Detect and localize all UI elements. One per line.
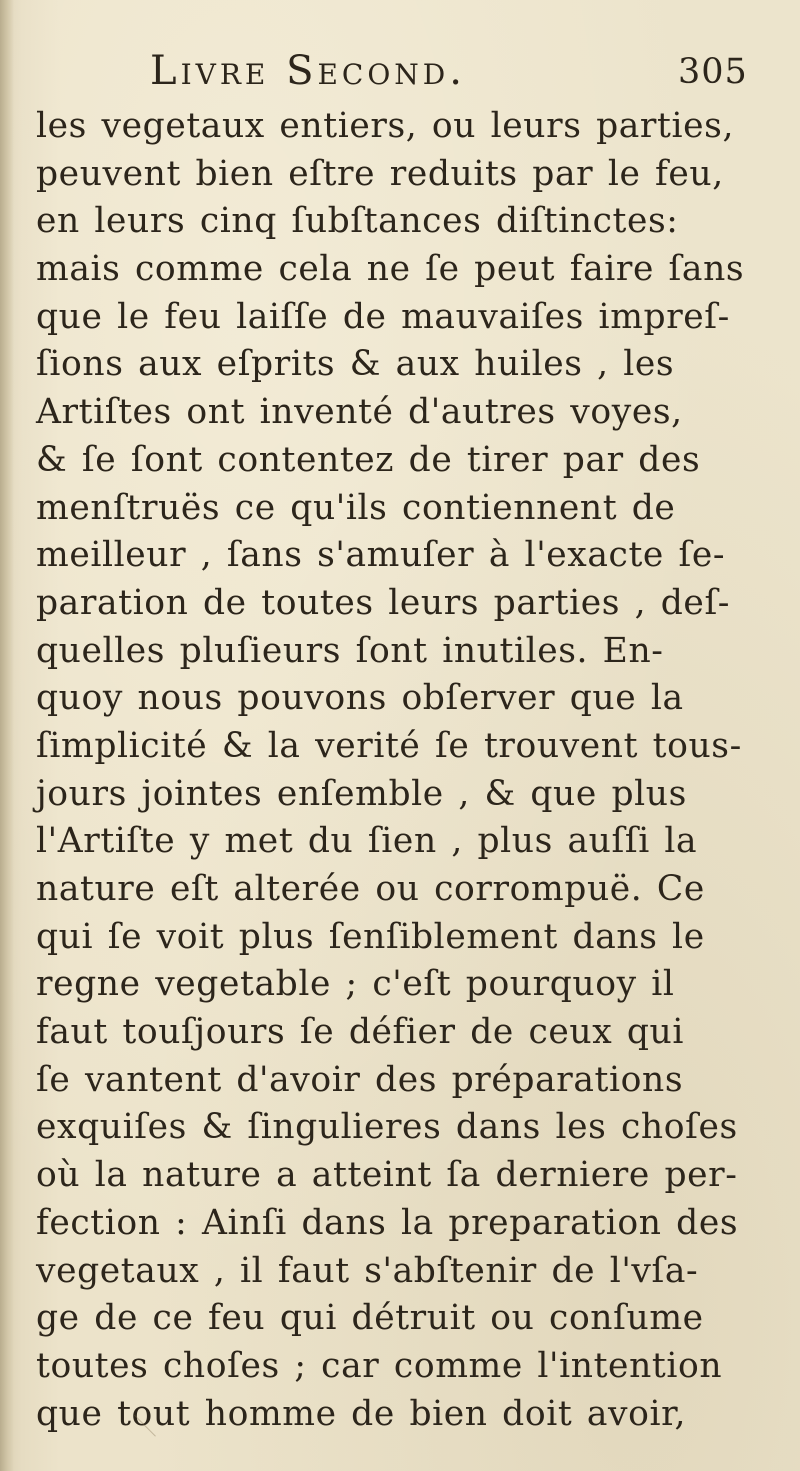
text-line: peuvent bien eſtre reduits par le feu, [36, 153, 724, 194]
page-gutter-edge [0, 0, 14, 1471]
text-line: que le feu laiſſe de mauvaiſes impreſ- [36, 296, 730, 337]
text-line: que tout homme de bien doit avoir, [36, 1393, 687, 1434]
text-line: paration de toutes leurs parties , deſ- [36, 582, 731, 623]
text-line: ſe vantent d'avoir des préparations [36, 1059, 684, 1100]
body-text [36, 103, 776, 1438]
running-title: Livre Second. [150, 48, 466, 94]
text-line: menſtruës ce qu'ils contiennent de [36, 487, 676, 528]
text-line: toutes choſes ; car comme l'intention [36, 1345, 723, 1386]
text-line: Artiſtes ont inventé d'autres voyes, [36, 392, 683, 433]
text-line: jours jointes enſemble , & que plus [36, 773, 687, 814]
text-line: quoy nous pouvons obſerver que la [36, 678, 684, 719]
text-line: les vegetaux entiers, ou leurs parties, [36, 106, 735, 146]
text-line: exquiſes & ſingulieres dans les choſes [36, 1107, 738, 1148]
text-line: ge de ce feu qui détruit ou conſume [36, 1298, 704, 1339]
text-line: où la nature a atteint ſa derniere per- [36, 1155, 738, 1196]
text-line: en leurs cinq ſubſtances diſtinctes: [36, 201, 679, 242]
text-line: faut touſjours ſe défier de ceux qui [36, 1012, 684, 1053]
text-line: l'Artiſte y met du ſien , plus auſſi la [36, 821, 698, 862]
text-line: vegetaux , il faut s'abſtenir de l'vſa- [36, 1250, 699, 1291]
text-line: regne vegetable ; c'eſt pourquoy il [36, 964, 675, 1005]
page-number: 305 [678, 52, 748, 92]
text-line: quelles pluſieurs ſont inutiles. En- [36, 630, 664, 671]
text-line: nature eſt alterée ou corrompuë. Ce [36, 869, 705, 909]
text-line: & ſe ſont contentez de tirer par des [36, 439, 701, 480]
text-line: meilleur , ſans s'amuſer à l'exacte ſe- [36, 535, 726, 576]
text-line: mais comme cela ne ſe peut faire ſans [36, 249, 745, 290]
text-line: ſions aux eſprits & aux huiles , les [36, 344, 675, 385]
page-header [0, 42, 800, 102]
text-line: ſimplicité & la verité ſe trouvent tous- [36, 725, 742, 766]
text-line: fection : Ainſi dans la preparation des [36, 1202, 739, 1243]
text-line: qui ſe voit plus ſenſiblement dans le [36, 916, 705, 957]
